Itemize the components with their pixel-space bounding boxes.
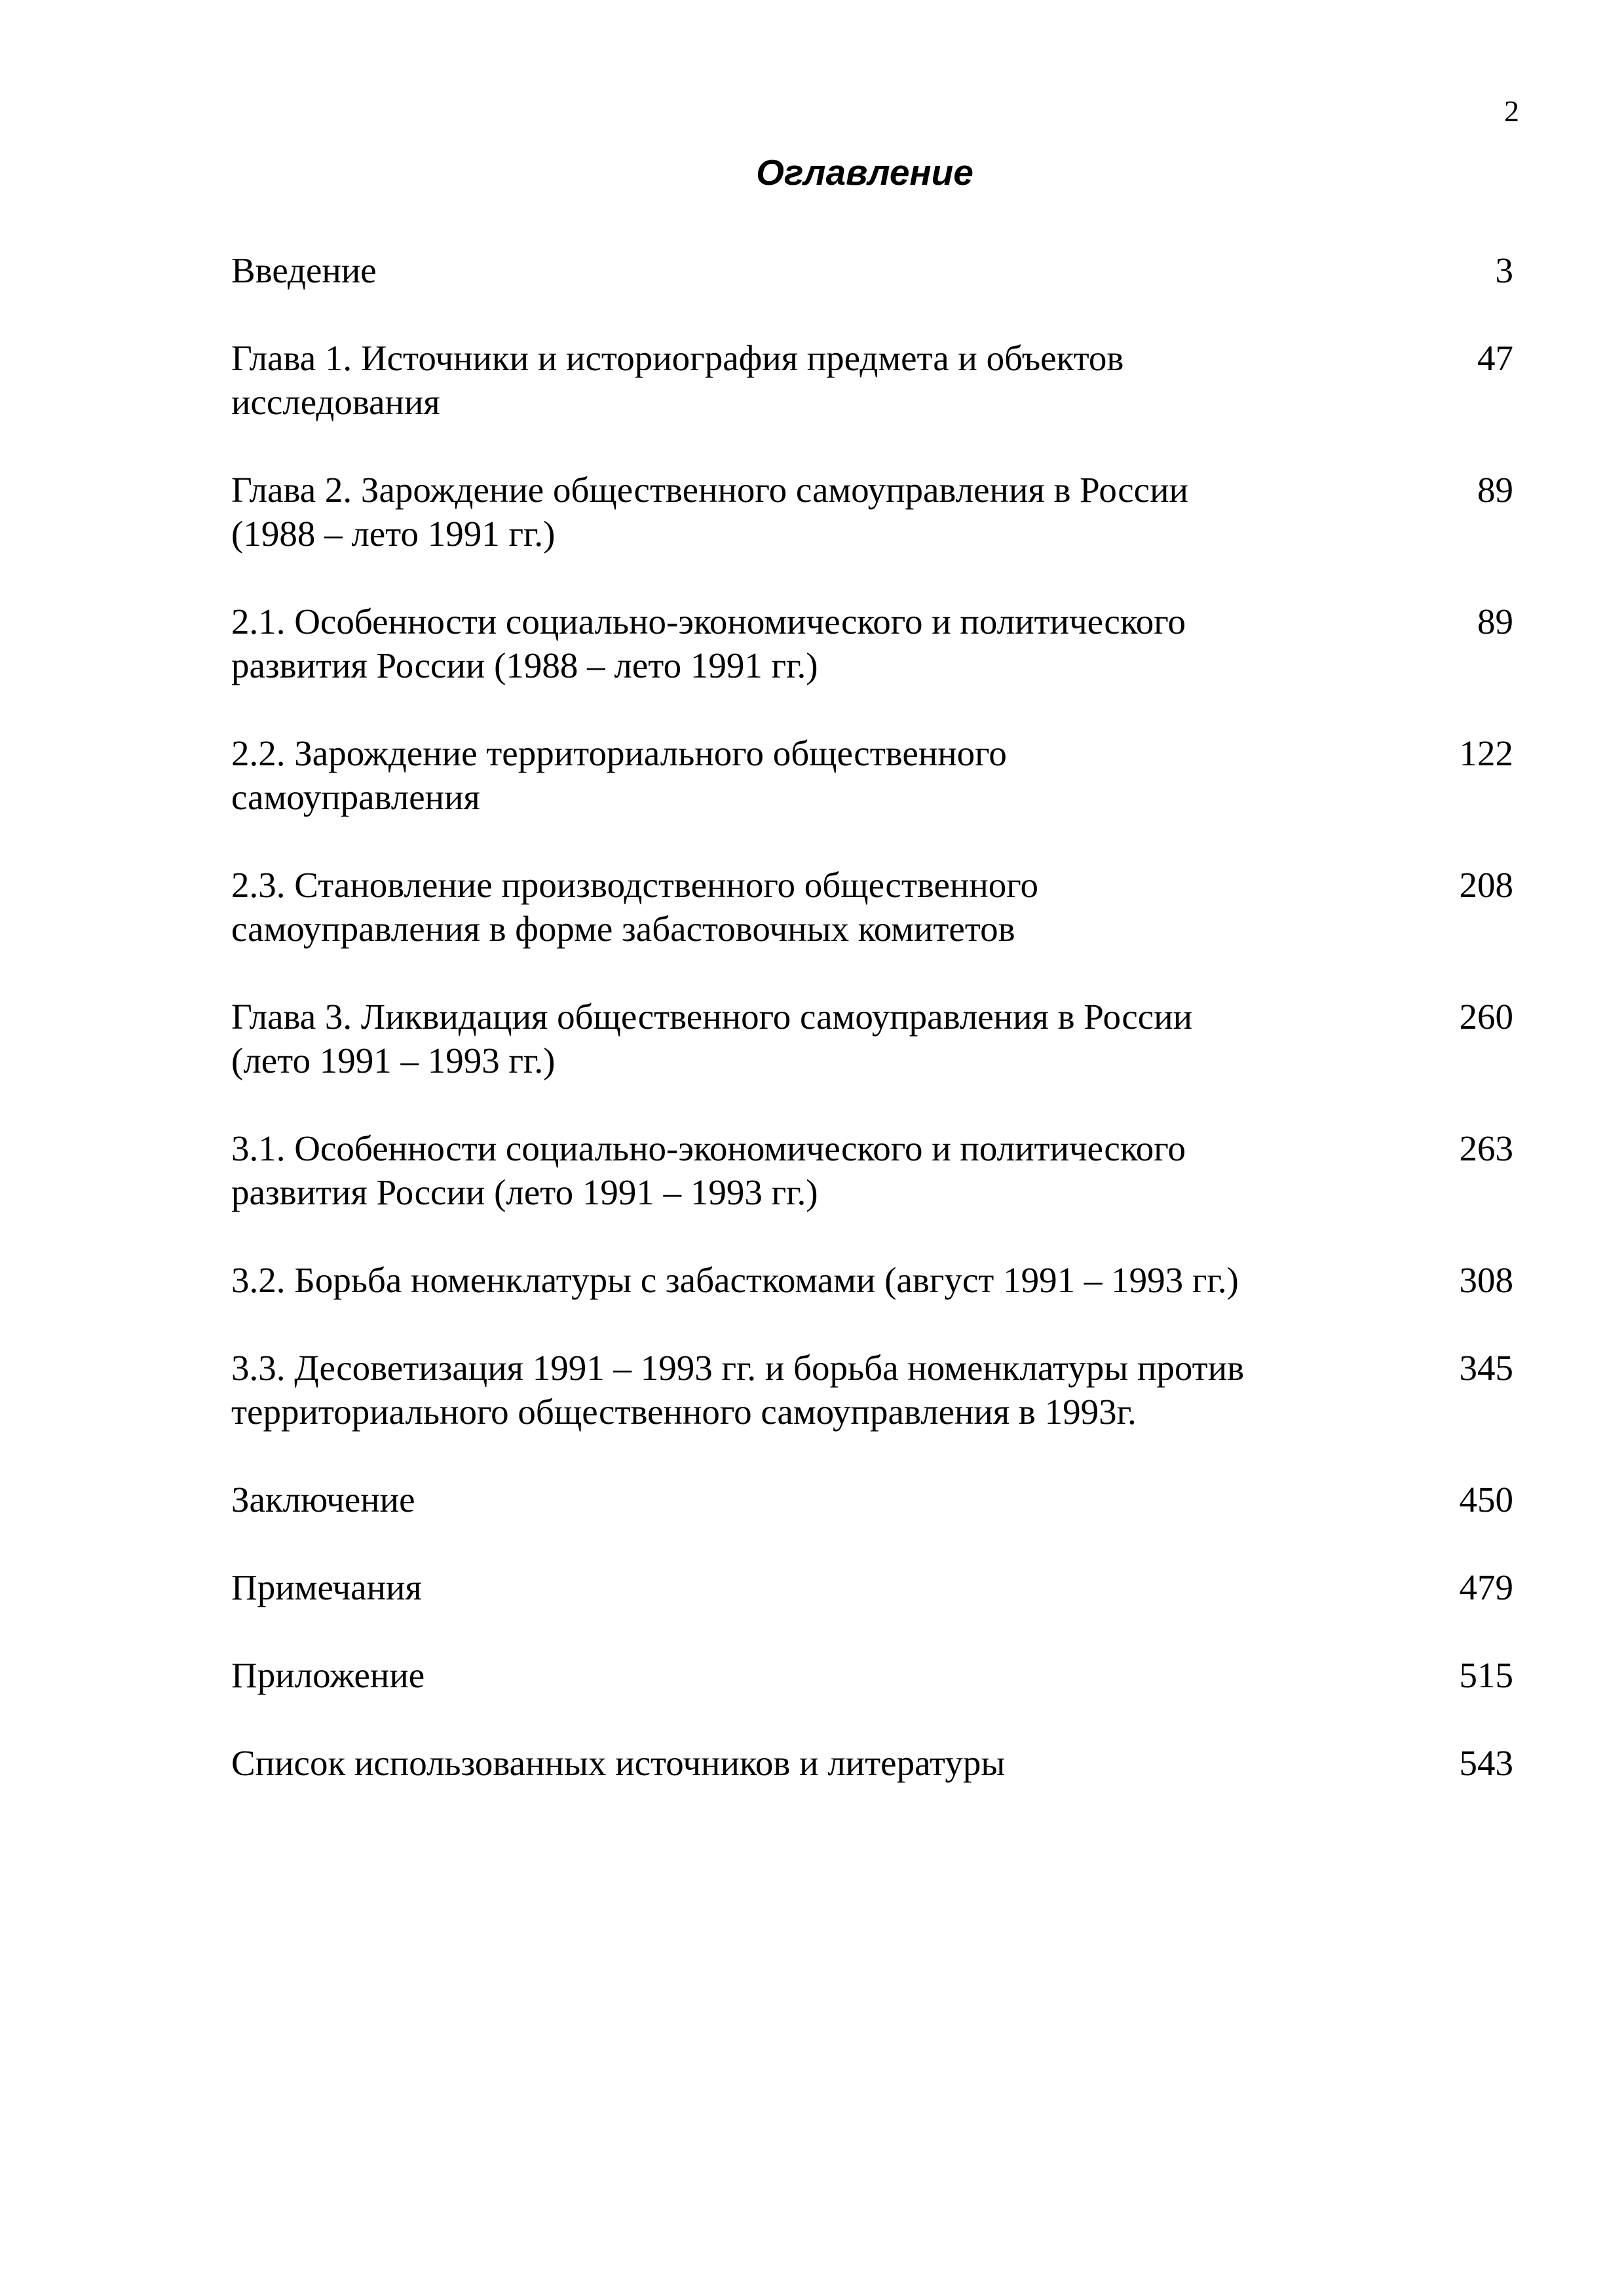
toc-entry-page: 450 xyxy=(1459,1480,1513,1520)
toc-entry-page: 122 xyxy=(1459,733,1513,773)
toc-entry-label: 3.3. Десоветизация 1991 – 1993 гг. и борьба номенклатуры против территориального общественного самоуправления в 1993г. xyxy=(231,1348,1245,1432)
toc-entry-page: 89 xyxy=(1477,470,1513,510)
toc-entry-section-3-2 xyxy=(231,1258,1513,1302)
toc-entry-label: Приложение xyxy=(231,1655,425,1695)
toc-entry-page: 260 xyxy=(1459,997,1513,1037)
toc-entry-chapter-3 xyxy=(231,995,1513,1082)
toc-entry-page: 3 xyxy=(1495,250,1513,290)
toc-entry-section-3-1 xyxy=(231,1126,1513,1214)
toc-entry-page: 208 xyxy=(1459,865,1513,905)
toc-entry-page: 308 xyxy=(1459,1260,1513,1300)
toc-entry-label: Примечания xyxy=(231,1567,422,1607)
toc-entry-page: 345 xyxy=(1459,1348,1513,1388)
toc-entry-introduction xyxy=(231,248,1513,292)
toc-title: Оглавление xyxy=(756,152,973,193)
table-of-contents xyxy=(231,248,1513,1785)
toc-entry-label: Глава 3. Ликвидация общественного самоуправления в России (лето 1991 – 1993 гг.) xyxy=(231,997,1193,1081)
toc-entry-page: 515 xyxy=(1459,1655,1513,1695)
toc-entry-label: 2.1. Особенности социально-экономического и политического развития России (1988 – лето 1991 гг.) xyxy=(231,602,1186,685)
toc-entry-page: 479 xyxy=(1459,1567,1513,1607)
toc-entry-label: Глава 2. Зарождение общественного самоуправления в России (1988 – лето 1991 гг.) xyxy=(231,470,1188,554)
toc-entry-page: 47 xyxy=(1477,338,1513,378)
toc-entry-chapter-2 xyxy=(231,468,1513,556)
toc-entry-section-2-3 xyxy=(231,863,1513,951)
page-number: 2 xyxy=(1504,94,1519,128)
toc-entry-label: 3.2. Борьба номенклатуры с забасткомами (август 1991 – 1993 гг.) xyxy=(231,1260,1239,1300)
toc-entry-page: 263 xyxy=(1459,1128,1513,1168)
toc-entry-conclusion xyxy=(231,1478,1513,1521)
toc-entry-chapter-1 xyxy=(231,336,1513,424)
toc-entry-label: Список использованных источников и литературы xyxy=(231,1743,1006,1783)
toc-entry-notes xyxy=(231,1565,1513,1609)
toc-entry-page: 543 xyxy=(1459,1743,1513,1783)
toc-entry-label: Введение xyxy=(231,250,377,290)
toc-entry-section-2-1 xyxy=(231,600,1513,687)
toc-entry-section-2-2 xyxy=(231,731,1513,819)
toc-entry-label: Заключение xyxy=(231,1480,415,1520)
toc-entry-label: 2.2. Зарождение территориального общественного самоуправления xyxy=(231,733,1007,817)
toc-entry-label: 3.1. Особенности социально-экономического и политического развития России (лето 1991 – 1993 гг.) xyxy=(231,1128,1186,1212)
toc-entry-appendix xyxy=(231,1653,1513,1697)
toc-entry-page: 89 xyxy=(1477,602,1513,641)
toc-entry-bibliography xyxy=(231,1741,1513,1785)
toc-entry-section-3-3 xyxy=(231,1346,1513,1434)
toc-entry-label: 2.3. Становление производственного общественного самоуправления в форме забастовочных комитетов xyxy=(231,865,1038,949)
toc-entry-label: Глава 1. Источники и историография предмета и объектов исследования xyxy=(231,338,1124,422)
